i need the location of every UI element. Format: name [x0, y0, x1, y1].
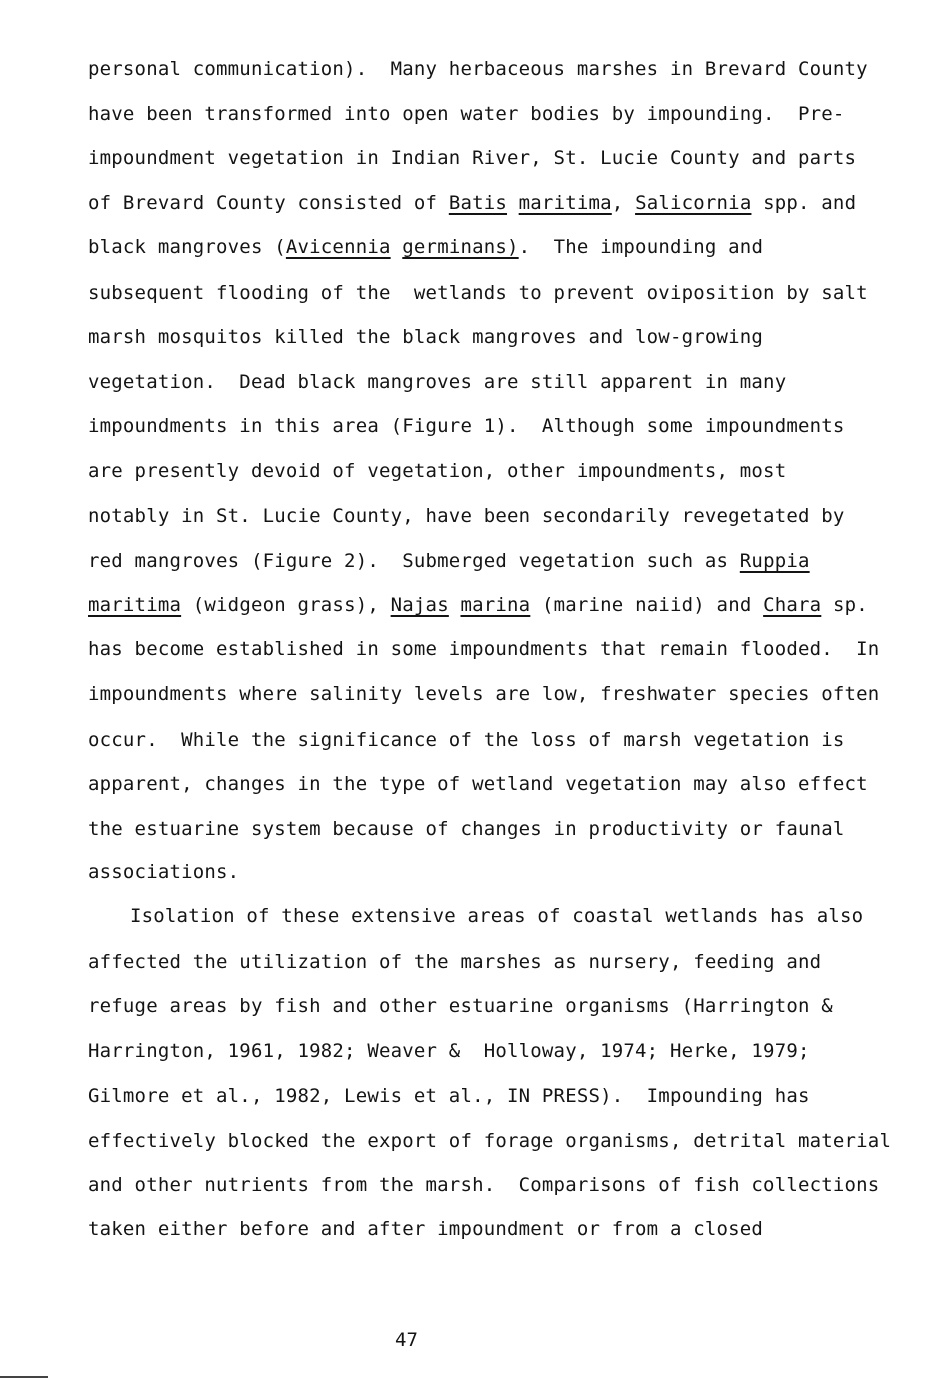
text-line: notably in St. Lucie County, have been secondarily revegetated by: [88, 505, 845, 527]
text-run: (marine naiid) and: [530, 594, 764, 616]
text-line: subsequent flooding of the wetlands to prevent oviposition by salt: [88, 282, 868, 304]
text-line: apparent, changes in the type of wetland vegetation may also effect: [88, 773, 868, 795]
species-name: Avicennia: [285, 236, 391, 258]
text-line: has become established in some impoundments that remain flooded. In: [88, 638, 880, 660]
text-line: taken either before and after impoundment or from a closed: [88, 1218, 764, 1240]
text-line: Isolation of these extensive areas of coastal wetlands has also: [130, 905, 864, 927]
text-line: impoundment vegetation in Indian River, St. Lucie County and parts: [88, 147, 857, 169]
text-line: the estuarine system because of changes in productivity or faunal: [88, 818, 845, 840]
text-line: marsh mosquitos killed the black mangroves and low-growing: [88, 326, 764, 348]
text-run: [391, 236, 403, 258]
species-name: Najas: [390, 594, 449, 616]
text-run: of Brevard County consisted of: [88, 192, 449, 214]
text-line: Harrington, 1961, 1982; Weaver & Holloway, 1974; Herke, 1979;: [88, 1040, 810, 1062]
text-line: [88, 191, 856, 215]
text-run: (widgeon grass),: [181, 594, 391, 616]
text-line: Gilmore et al., 1982, Lewis et al., IN PRESS). Impounding has: [88, 1085, 810, 1107]
text-line: vegetation. Dead black mangroves are still apparent in many: [88, 371, 787, 393]
text-line: [88, 549, 810, 573]
species-name: Batis: [448, 192, 508, 214]
text-run: [449, 594, 461, 616]
scan-edge-divider: [0, 1376, 48, 1378]
text-line: affected the utilization of the marshes as nursery, feeding and: [88, 951, 822, 973]
text-line: impoundments where salinity levels are low, freshwater species often: [88, 683, 880, 705]
species-name: Chara: [763, 594, 822, 616]
text-line: [88, 593, 868, 617]
text-line: [88, 235, 763, 259]
text-line: have been transformed into open water bodies by impounding. Pre-: [88, 103, 845, 125]
text-line: associations.: [88, 861, 240, 883]
species-name: Ruppia: [739, 550, 810, 572]
text-run: [507, 192, 519, 214]
species-name: marina: [460, 594, 531, 616]
text-run: red mangroves (Figure 2). Submerged vegetation such as: [88, 550, 740, 572]
species-name: germinans): [402, 236, 519, 258]
text-line: personal communication). Many herbaceous marshes in Brevard County: [88, 58, 868, 80]
text-line: are presently devoid of vegetation, other impoundments, most: [88, 460, 787, 482]
text-line: refuge areas by fish and other estuarine organisms (Harrington &: [88, 995, 833, 1017]
text-line: occur. While the significance of the loss of marsh vegetation is: [88, 729, 845, 751]
species-name: maritima: [518, 192, 612, 214]
text-run: sp.: [821, 594, 868, 616]
text-run: black mangroves (: [88, 236, 286, 258]
species-name: Salicornia: [635, 192, 752, 214]
text-run: . The impounding and: [518, 236, 764, 258]
page-number: 47: [395, 1329, 418, 1351]
text-line: effectively blocked the export of forage organisms, detrital material: [88, 1130, 892, 1152]
text-line: and other nutrients from the marsh. Comparisons of fish collections: [88, 1174, 880, 1196]
species-name: maritima: [88, 594, 182, 616]
text-line: impoundments in this area (Figure 1). Although some impoundments: [88, 415, 845, 437]
text-run: ,: [611, 192, 636, 214]
text-run: spp. and: [751, 192, 857, 214]
